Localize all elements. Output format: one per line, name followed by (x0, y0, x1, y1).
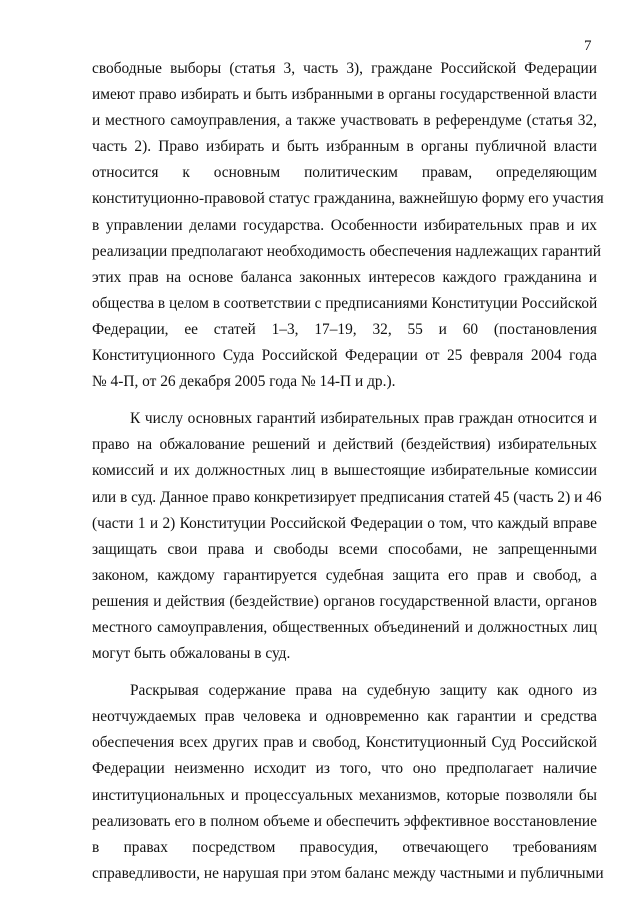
text-line: справедливости, не нарушая при этом баланс между частными и публичными (92, 864, 604, 882)
text-line: обеспечения всех других прав и свобод, Конституционный Суд Российской (92, 734, 597, 752)
text-line: могут быть обжалованы в суд. (92, 645, 291, 663)
text-line: Конституционного Суда Российской Федерации от 25 февраля 2004 года (92, 347, 597, 365)
text-line: общества в целом в соответствии с предписаниями Конституции Российской (92, 294, 598, 312)
text-line: в управлении делами государства. Особенности избирательных прав и их (92, 216, 597, 234)
text-line: неотчуждаемых прав человека и одновременно как гарантии и средства (92, 708, 597, 726)
text-line: этих прав на основе баланса законных интересов каждого гражданина и (92, 268, 597, 286)
paragraph-2 (92, 406, 602, 667)
text-line: комиссий и их должностных лиц в вышестоящие избирательные комиссии (92, 462, 597, 480)
text-line: имеют право избирать и быть избранными в органы государственной власти (92, 86, 597, 104)
text-line: К числу основных гарантий избирательных прав граждан относится и (130, 410, 597, 428)
text-line: решения и действия (бездействие) органов государственной власти, органов (92, 592, 597, 610)
text-line: Раскрывая содержание права на судебную защиту как одного из (130, 682, 597, 700)
text-line: часть 2). Право избирать и быть избранным в органы публичной власти (92, 138, 597, 156)
document-body (92, 56, 604, 887)
text-line: конституционно-правовой статус гражданина, важнейшую форму его участия (92, 190, 604, 208)
text-line: Федерации, ее статей 1–3, 17–19, 32, 55 и 60 (постановления (92, 320, 597, 338)
paragraph-1 (92, 56, 604, 395)
text-line: № 4-П, от 26 декабря 2005 года № 14-П и др.). (92, 373, 396, 391)
text-line: или в суд. Данное право конкретизирует предписания статей 45 (часть 2) и 46 (92, 488, 602, 506)
text-line: защищать свои права и свободы всеми способами, не запрещенными (92, 540, 597, 558)
paragraph-spacer (92, 667, 597, 678)
text-line: свободные выборы (статья 3, часть 3), граждане Российской Федерации (92, 60, 597, 77)
text-line: институциональных и процессуальных механизмов, которые позволяли бы (92, 786, 597, 804)
text-line: реализовать его в полном объеме и обеспечить эффективное восстановление (92, 812, 597, 830)
text-line: и местного самоуправления, а также участвовать в референдуме (статья 32, (92, 112, 597, 130)
text-line: в правах посредством правосудия, отвечающего требованиям (92, 838, 597, 856)
text-line: Федерации неизменно исходит из того, что оно предполагает наличие (92, 760, 597, 778)
text-line: реализации предполагают необходимость обеспечения надлежащих гарантий (92, 242, 602, 260)
text-line: местного самоуправления, общественных объединений и должностных лиц (92, 618, 597, 636)
paragraph-spacer (92, 395, 597, 406)
text-line: (части 1 и 2) Конституции Российской Федерации о том, что каждый вправе (92, 514, 597, 532)
page-number: 7 (584, 38, 592, 54)
text-line: право на обжалование решений и действий (бездействия) избирательных (92, 436, 597, 454)
text-line: законом, каждому гарантируется судебная защита его прав и свобод, а (92, 566, 597, 584)
text-line: относится к основным политическим правам, определяющим (92, 164, 597, 182)
paragraph-3 (92, 678, 604, 887)
